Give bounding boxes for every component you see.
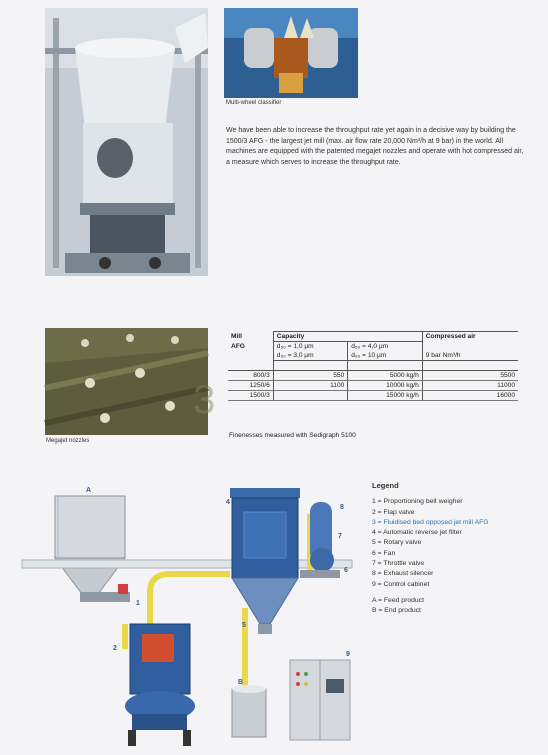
label-6: 6 bbox=[344, 567, 348, 574]
legend-item: 8 = Exhaust silencer bbox=[372, 570, 434, 578]
label-3: 3 bbox=[184, 667, 188, 674]
capacity-b-cell: 15000 kg/h bbox=[348, 391, 423, 401]
capacity-b1: d₅₀ = 4,0 µm bbox=[348, 342, 423, 352]
feed-hopper bbox=[55, 496, 125, 594]
capacity-b-cell: 10000 kg/h bbox=[348, 381, 423, 391]
nozzles-photo bbox=[45, 328, 216, 435]
capacity-a-cell: 1100 bbox=[273, 381, 348, 391]
capacity-b2: d₉₀ = 10 µm bbox=[348, 351, 423, 361]
classifier-photo bbox=[224, 8, 358, 98]
table-note: Finenesses measured with Sedigraph 5100 bbox=[229, 432, 356, 439]
col-capacity-header: Capacity bbox=[273, 332, 348, 342]
legend-item: 5 = Rotary valve bbox=[372, 539, 422, 547]
air-cell: 11000 bbox=[422, 381, 518, 391]
svg-text:3: 3 bbox=[193, 378, 216, 422]
jet-mill-photo bbox=[45, 8, 208, 276]
mill-cell: 800/3 bbox=[228, 371, 273, 381]
legend-product: A = Feed product bbox=[372, 596, 424, 604]
legend-item: 4 = Automatic reverse jet filter bbox=[372, 529, 462, 537]
legend-item: 2 = Flap valve bbox=[372, 508, 415, 516]
capacity-a-cell bbox=[273, 391, 348, 401]
table-row bbox=[228, 381, 518, 391]
legend-item: 1 = Proportioning belt weigher bbox=[372, 498, 463, 506]
jet-mill-photo-graphic bbox=[45, 8, 208, 276]
legend-item: 6 = Fan bbox=[372, 549, 396, 557]
platform bbox=[22, 560, 352, 568]
label-b: B bbox=[238, 679, 244, 686]
legend-item: 7 = Throttle valve bbox=[372, 560, 425, 568]
end-product-drum bbox=[232, 685, 266, 737]
capacity-a2: d₉₀ = 3,0 µm bbox=[273, 351, 348, 361]
air-cell: 5500 bbox=[422, 371, 518, 381]
label-7: 7 bbox=[338, 533, 342, 540]
mill-cell: 1250/6 bbox=[228, 381, 273, 391]
classifier-photo-graphic bbox=[224, 8, 358, 98]
air-subheader: 9 bar Nm³/h bbox=[422, 351, 518, 361]
legend-product: B = End product bbox=[372, 607, 421, 615]
label-2: 2 bbox=[113, 645, 117, 652]
nozzles-caption: Megajet nozzles bbox=[46, 438, 90, 444]
col-mill-subheader: AFG bbox=[231, 342, 245, 350]
capacity-a1: d₅₀ = 1,0 µm bbox=[273, 342, 348, 352]
table-row bbox=[228, 371, 518, 381]
capacity-table bbox=[228, 331, 518, 401]
label-9: 9 bbox=[346, 651, 350, 658]
capacity-a-cell: 550 bbox=[273, 371, 348, 381]
col-air-header: Compressed air bbox=[422, 332, 518, 342]
label-4: 4 bbox=[226, 499, 230, 506]
legend-item: 9 = Control cabinet bbox=[372, 580, 430, 588]
legend-item[interactable]: 3 = Fluidised bed opposed jet mill AFG bbox=[372, 518, 489, 526]
label-5: 5 bbox=[242, 622, 246, 629]
capacity-b-cell: 5000 kg/h bbox=[348, 371, 423, 381]
reverse-jet-filter bbox=[230, 488, 300, 634]
nozzles-photo-graphic bbox=[45, 328, 216, 435]
mill-cell: 1500/3 bbox=[228, 391, 273, 401]
jet-mill-afg bbox=[125, 624, 195, 746]
col-mill-header: Mill bbox=[231, 333, 242, 340]
intro-paragraph: We have been able to increase the throughput rate yet again in a decisive way by building the 1500/3 AFG - the largest jet mill (max. air flow rate 20,000 Nm³/h at 9 bar) in the world. All machines are equipped with the patented megajet nozzles and operate with hot compressed air, a measure which serves to increase the throughput rate. bbox=[226, 127, 524, 166]
air-cell: 16000 bbox=[422, 391, 518, 401]
legend bbox=[372, 481, 542, 617]
label-8: 8 bbox=[340, 504, 344, 511]
control-cabinet bbox=[290, 660, 350, 740]
classifier-caption: Multi-wheel classifier bbox=[226, 100, 282, 106]
table-row bbox=[228, 391, 518, 401]
label-1: 1 bbox=[136, 600, 140, 607]
label-a: A bbox=[86, 487, 92, 494]
legend-title: Legend bbox=[372, 481, 399, 490]
